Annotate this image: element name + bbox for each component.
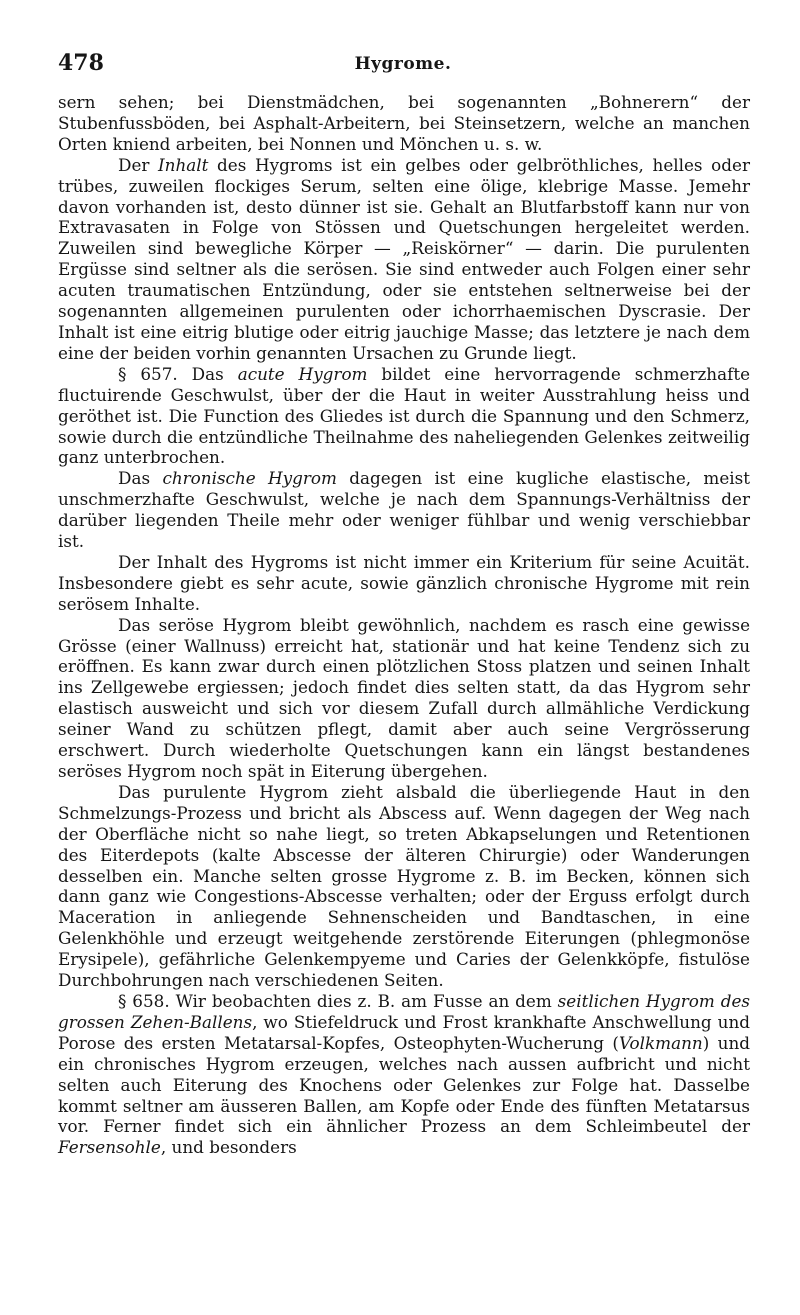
text-run: bildet eine hervorragende schmerzhafte fluctuirende Geschwulst, über der die Haut in weiter Ausstrahlung heiss und geröthet ist. Die Function des Gliedes ist durch die Spannung und den Schmerz, sowie durch die entzündliche Theilnahme des naheliegenden Gelenkes zeitweilig ganz unterbrochen. — [58, 363, 750, 468]
page-number: 478 — [58, 50, 104, 76]
text-run: Wir beobachten dies z. B. am Fusse an dem — [169, 990, 558, 1011]
text-run: , wo Stiefeldruck und Frost krankhafte Anschwellung und Porose des ersten Metatarsal-Kopfes, Osteophyten-Wucherung ( — [58, 1011, 750, 1053]
running-title: Hygrome. — [354, 54, 452, 74]
section-number: § 658. — [118, 990, 170, 1011]
text-run: des Hygroms ist ein gelbes oder gelbröthliches, helles oder trübes, zuweilen flockiges Serum, selten eine ölige, klebrige Masse. Jemehr davon vorhanden ist, desto dünner ist sie. Gehalt an Blutfarbstoff kann nur von Extravasaten in Folge von Stössen und Quetschungen hergeleitet werden. Zuweilen sind bewegliche Körper — „Reiskörner“ — darin. Die purulenten Ergüsse sind seltner als die serösen. Sie sind entweder auch Folgen einer sehr acuten traumatischen Entzündung, oder sie entstehen seltnerweise bei der sogenannten allgemeinen purulenten oder ichorrhaemischen Dyscrasie. Der Inhalt ist eine eitrig blutige oder eitrig jauchige Masse; das letztere je nach dem eine der beiden vorhin genannten Ursachen zu Grunde liegt. — [58, 154, 750, 363]
paragraph-continuation — [58, 92, 750, 155]
text-run: Das — [177, 363, 238, 384]
emphasis: acute Hygrom — [237, 363, 368, 384]
text-run: Der — [118, 154, 159, 175]
paragraph-purulent — [58, 782, 750, 991]
body-text — [58, 92, 750, 1158]
paragraph-text: Das purulente Hygrom zieht alsbald die überliegende Haut in den Schmelzungs-Prozess und bricht als Abscess auf. Wenn dagegen der Weg nach der Oberfläche nicht so nahe liegt, so treten Abkapselungen und Retentionen des Eiterdepots (kalte Abscesse der älteren Chirurgie) oder Wanderungen desselben ein. Manche selten grosse Hygrome z. B. im Becken, können sich dann ganz wie Congestions-Abscesse verhalten; oder der Erguss erfolgt durch Maceration in anliegende Sehnenscheiden und Bandtaschen, in eine Gelenkhöhle und erzeugt weitgehende zerstörende Eiterungen (phlegmonöse Erysipele), gefährliche Gelenkempyeme und Caries der Gelenkköpfe, fistulöse Durchbohrungen nach verschiedenen Seiten. — [58, 781, 750, 991]
section-number: § 657. — [118, 363, 178, 384]
paragraph-section-657 — [58, 364, 750, 469]
paragraph-text: sern sehen; bei Dienstmädchen, bei sogenannten „Bohnerern“ der Stubenfussböden, bei Asphalt-Arbeitern, bei Steinsetzern, welche an manchen Orten kniend arbeiten, bei Nonnen und Mönchen u. s. w. — [58, 92, 750, 154]
paragraph-text: Der Inhalt des Hygroms ist nicht immer ein Kriterium für seine Acuität. Insbesondere giebt es sehr acute, sowie gänzlich chronische Hygrome mit rein serösem Inhalte. — [58, 551, 750, 614]
paragraph-section-658 — [58, 991, 750, 1158]
paragraph-inhalt — [58, 155, 750, 364]
text-run: ) und ein chronisches Hygrom erzeugen, welches nach aussen aufbricht und nicht selten auch Eiterung des Knochens oder Gelenkes zur Folge hat. Dasselbe kommt seltner am äusseren Ballen, am Kopfe oder Ende des fünften Metatarsus vor. Ferner findet sich ein ähnlicher Prozess an dem Schleimbeutel der — [58, 1032, 751, 1137]
paragraph-seroes — [58, 615, 750, 782]
emphasis: Volkmann — [618, 1032, 703, 1053]
text-run: , und besonders — [160, 1137, 297, 1158]
paragraph-kriterium — [58, 552, 750, 615]
emphasis: Fersensohle — [58, 1137, 161, 1158]
text-run: dagegen ist eine kugliche elastische, meist unschmerzhafte Geschwulst, welche je nach dem Spannungs-Verhältniss der darüber liegenden Theile mehr oder weniger fühlbar und wenig verschiebbar ist. — [58, 468, 751, 552]
emphasis: chronische Hygrom — [162, 468, 337, 489]
paragraph-chronisch — [58, 468, 750, 552]
page-header — [58, 44, 748, 78]
emphasis: seitlichen Hygrom des grossen Zehen-Ballens — [58, 990, 750, 1032]
text-run: Das — [118, 468, 163, 489]
emphasis: Inhalt — [158, 154, 209, 175]
paragraph-text: Das seröse Hygrom bleibt gewöhnlich, nachdem es rasch eine gewisse Grösse (einer Wallnuss) erreicht hat, stationär und hat keine Tendenz sich zu eröffnen. Es kann zwar durch einen plötzlichen Stoss platzen und seinen Inhalt ins Zellgewebe ergiessen; jedoch findet dies selten statt, da das Hygrom sehr elastisch ausweicht und sich vor diesem Zufall durch allmähliche Verdickung seiner Wand zu schützen pflegt, damit aber auch seine Vergrösserung erschwert. Durch wiederholte Quetschungen kann ein längst bestandenes seröses Hygrom noch spät in Eiterung übergehen. — [58, 614, 750, 781]
